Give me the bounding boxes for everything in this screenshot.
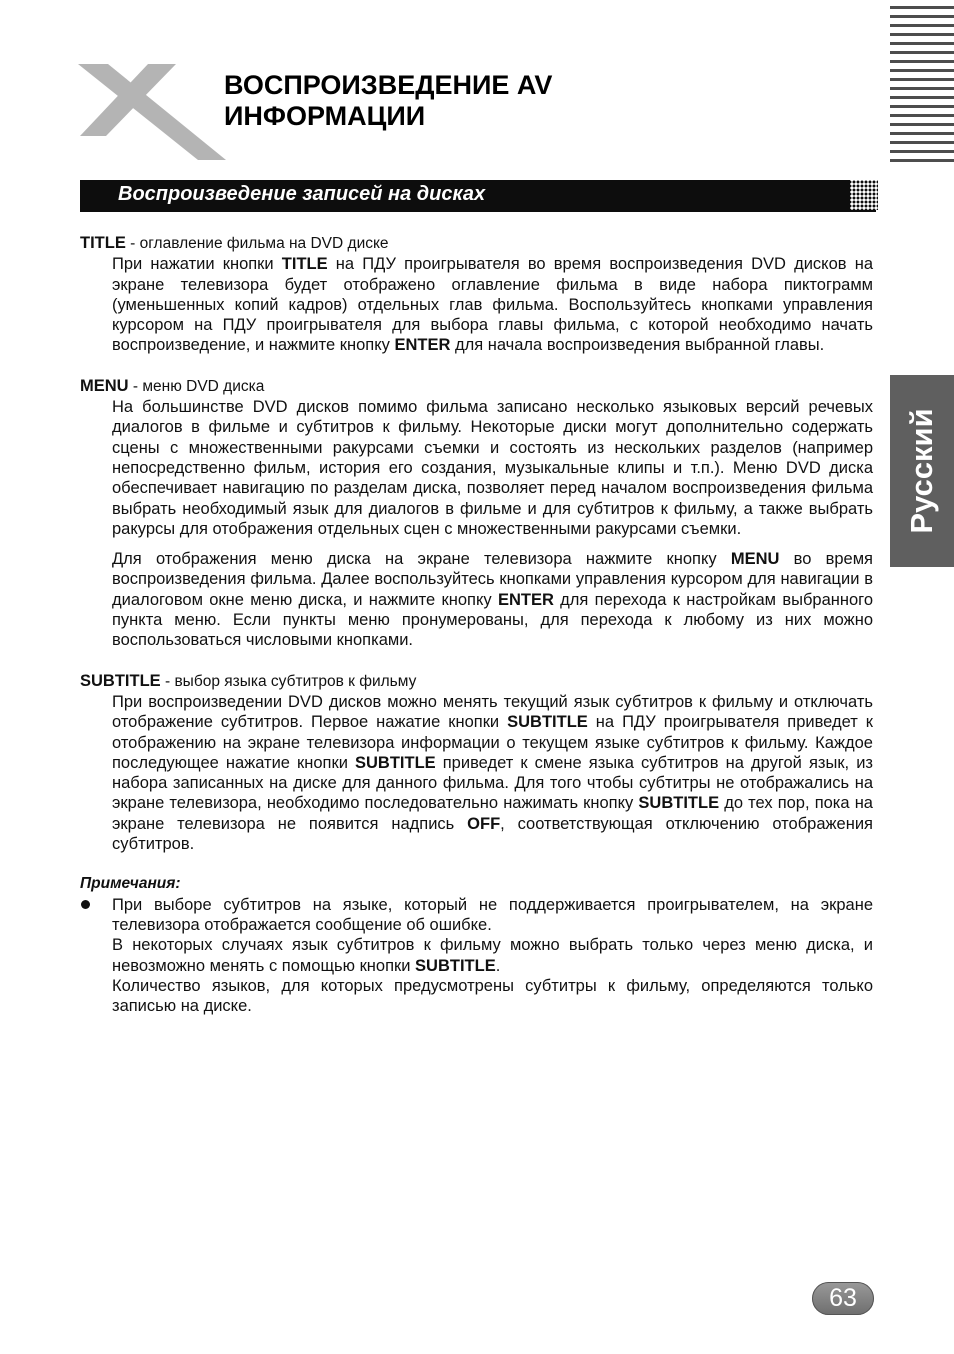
text-run: до тех пор, пока на экране телевизора не появится надпись — [112, 794, 873, 833]
language-tab-label: Русский — [904, 408, 939, 534]
keyword: ENTER — [497, 590, 554, 609]
text-run: В некоторых случаях язык субтитров к фильму можно выбрать только через меню диска, и невозможно менять с помощью кнопки — [112, 936, 873, 975]
entry-paragraph — [112, 692, 873, 854]
entry-subtitle — [80, 671, 873, 855]
entry-key: SUBTITLE — [80, 671, 161, 690]
keyword: ENTER — [394, 336, 451, 355]
text-run: . — [495, 956, 501, 975]
entry-heading — [80, 671, 873, 692]
text-run: на ПДУ проигрывателя приведет к отображению на экране телевизора информации о текущем языке субтитров к фильму. Каждое последующее нажатие кнопки — [112, 713, 874, 772]
text-run: , соответствующая отключению отображения субтитров. — [112, 814, 873, 854]
page-number: 63 — [829, 1284, 857, 1312]
text-run: При воспроизведении DVD дисков можно менять текущий язык субтитров к фильму и отключать отображение субтитров. Первое нажатие кнопки — [112, 692, 873, 732]
note-line — [80, 895, 873, 936]
page-number-badge — [812, 1282, 874, 1315]
entry-key: MENU — [80, 376, 129, 395]
notes-heading: Примечания: — [80, 875, 181, 893]
entry-paragraph — [112, 254, 873, 355]
page-heading-line2: ИНФОРМАЦИИ — [224, 101, 426, 131]
keyword: SUBTITLE — [355, 753, 436, 772]
keyword: MENU — [730, 550, 780, 569]
section-title-bar — [80, 180, 876, 212]
entry-paragraph — [112, 549, 873, 650]
note-line — [80, 976, 873, 1017]
notes-section — [80, 874, 873, 1016]
section-title: Воспроизведение записей на дисках — [118, 183, 486, 205]
page-heading-line1: ВОСПРОИЗВЕДЕНИЕ AV — [224, 70, 553, 100]
text-run: на ПДУ проигрывателя во время воспроизведения DVD дисков на экране телевизора будет отображено оглавление фильма в виде набора пиктограмм (уменьшенных копий кадров) отдельных глав фильма. Воспользуйтесь кнопками управления курсором на ПДУ проигрывателя для выбора главы фильма, с которой необходимо начать воспроизведение, и нажмите кнопку — [112, 255, 873, 355]
entry-title — [80, 233, 873, 356]
header-stripes — [890, 6, 954, 162]
entry-description: - меню DVD диска — [128, 377, 265, 395]
entry-paragraph — [112, 397, 873, 539]
x-logo-icon — [78, 60, 228, 162]
keyword: TITLE — [281, 255, 328, 274]
keyword: SUBTITLE — [415, 956, 496, 975]
text-run: Для отображения меню диска на экране телевизора нажмите кнопку — [112, 550, 731, 569]
keyword: SUBTITLE — [507, 713, 588, 732]
text-run: При нажатии кнопки — [112, 255, 282, 274]
entry-heading — [80, 233, 873, 254]
note-line — [80, 935, 873, 976]
bullet-icon — [81, 900, 90, 909]
entry-menu — [80, 376, 873, 651]
keyword: OFF — [467, 814, 501, 833]
text-run: При выборе субтитров на языке, который не поддерживается проигрывателем, на экране телевизора отображается сообщение об ошибке. — [112, 895, 873, 934]
text-run: На большинстве DVD дисков помимо фильма записано несколько языковых версий речевых диалогов в фильме и субтитров к фильму. Некоторые диски могут дополнительно содержать сцены с множественными ракурсами съемки и состоять из нескольких разделов (например непосредственно фильм, история его создания, музыкальные клипы и т.п.). Меню DVD диска обеспечивает навигацию по разделам диска, позволяет перед началом воспроизведения фильма выбрать необходимый язык для диалогов в фильме и для субтитров к фильму, а также выбрать ракурсы для отображения отдельных сцен с множественными ракурсами съемки. — [112, 398, 873, 538]
keyword: SUBTITLE — [638, 794, 720, 813]
text-run: для начала воспроизведения выбранной главы. — [450, 336, 825, 355]
text-run: во время воспроизведения фильма. Далее воспользуйтесь кнопками управления курсором для навигации в диалоговом окне меню диска, и нажмите кнопку — [112, 550, 873, 609]
halftone-dots — [840, 180, 878, 210]
entry-description: - выбор языка субтитров к фильму — [160, 672, 417, 690]
text-run: для перехода к настройкам выбранного пункта меню. Если пункты меню пронумерованы, для перехода к любому из них можно воспользоваться числовыми кнопками. — [112, 590, 873, 650]
entry-key: TITLE — [80, 234, 126, 252]
text-run: Количество языков, для которых предусмотрены субтитры к фильму, определяются только записью на диске. — [112, 976, 873, 1016]
entry-heading — [80, 376, 873, 397]
document-body — [80, 233, 873, 1016]
language-tab — [890, 375, 954, 567]
text-run: приведет к смене языка субтитров на другой язык, из набора записанных на диске для данного фильма. Для того чтобы субтитры не отображались на экране телевизора, необходимо последовательно нажимать кнопку — [112, 753, 873, 813]
entry-description: - оглавление фильма на DVD диске — [125, 235, 389, 252]
page-heading — [224, 70, 552, 132]
